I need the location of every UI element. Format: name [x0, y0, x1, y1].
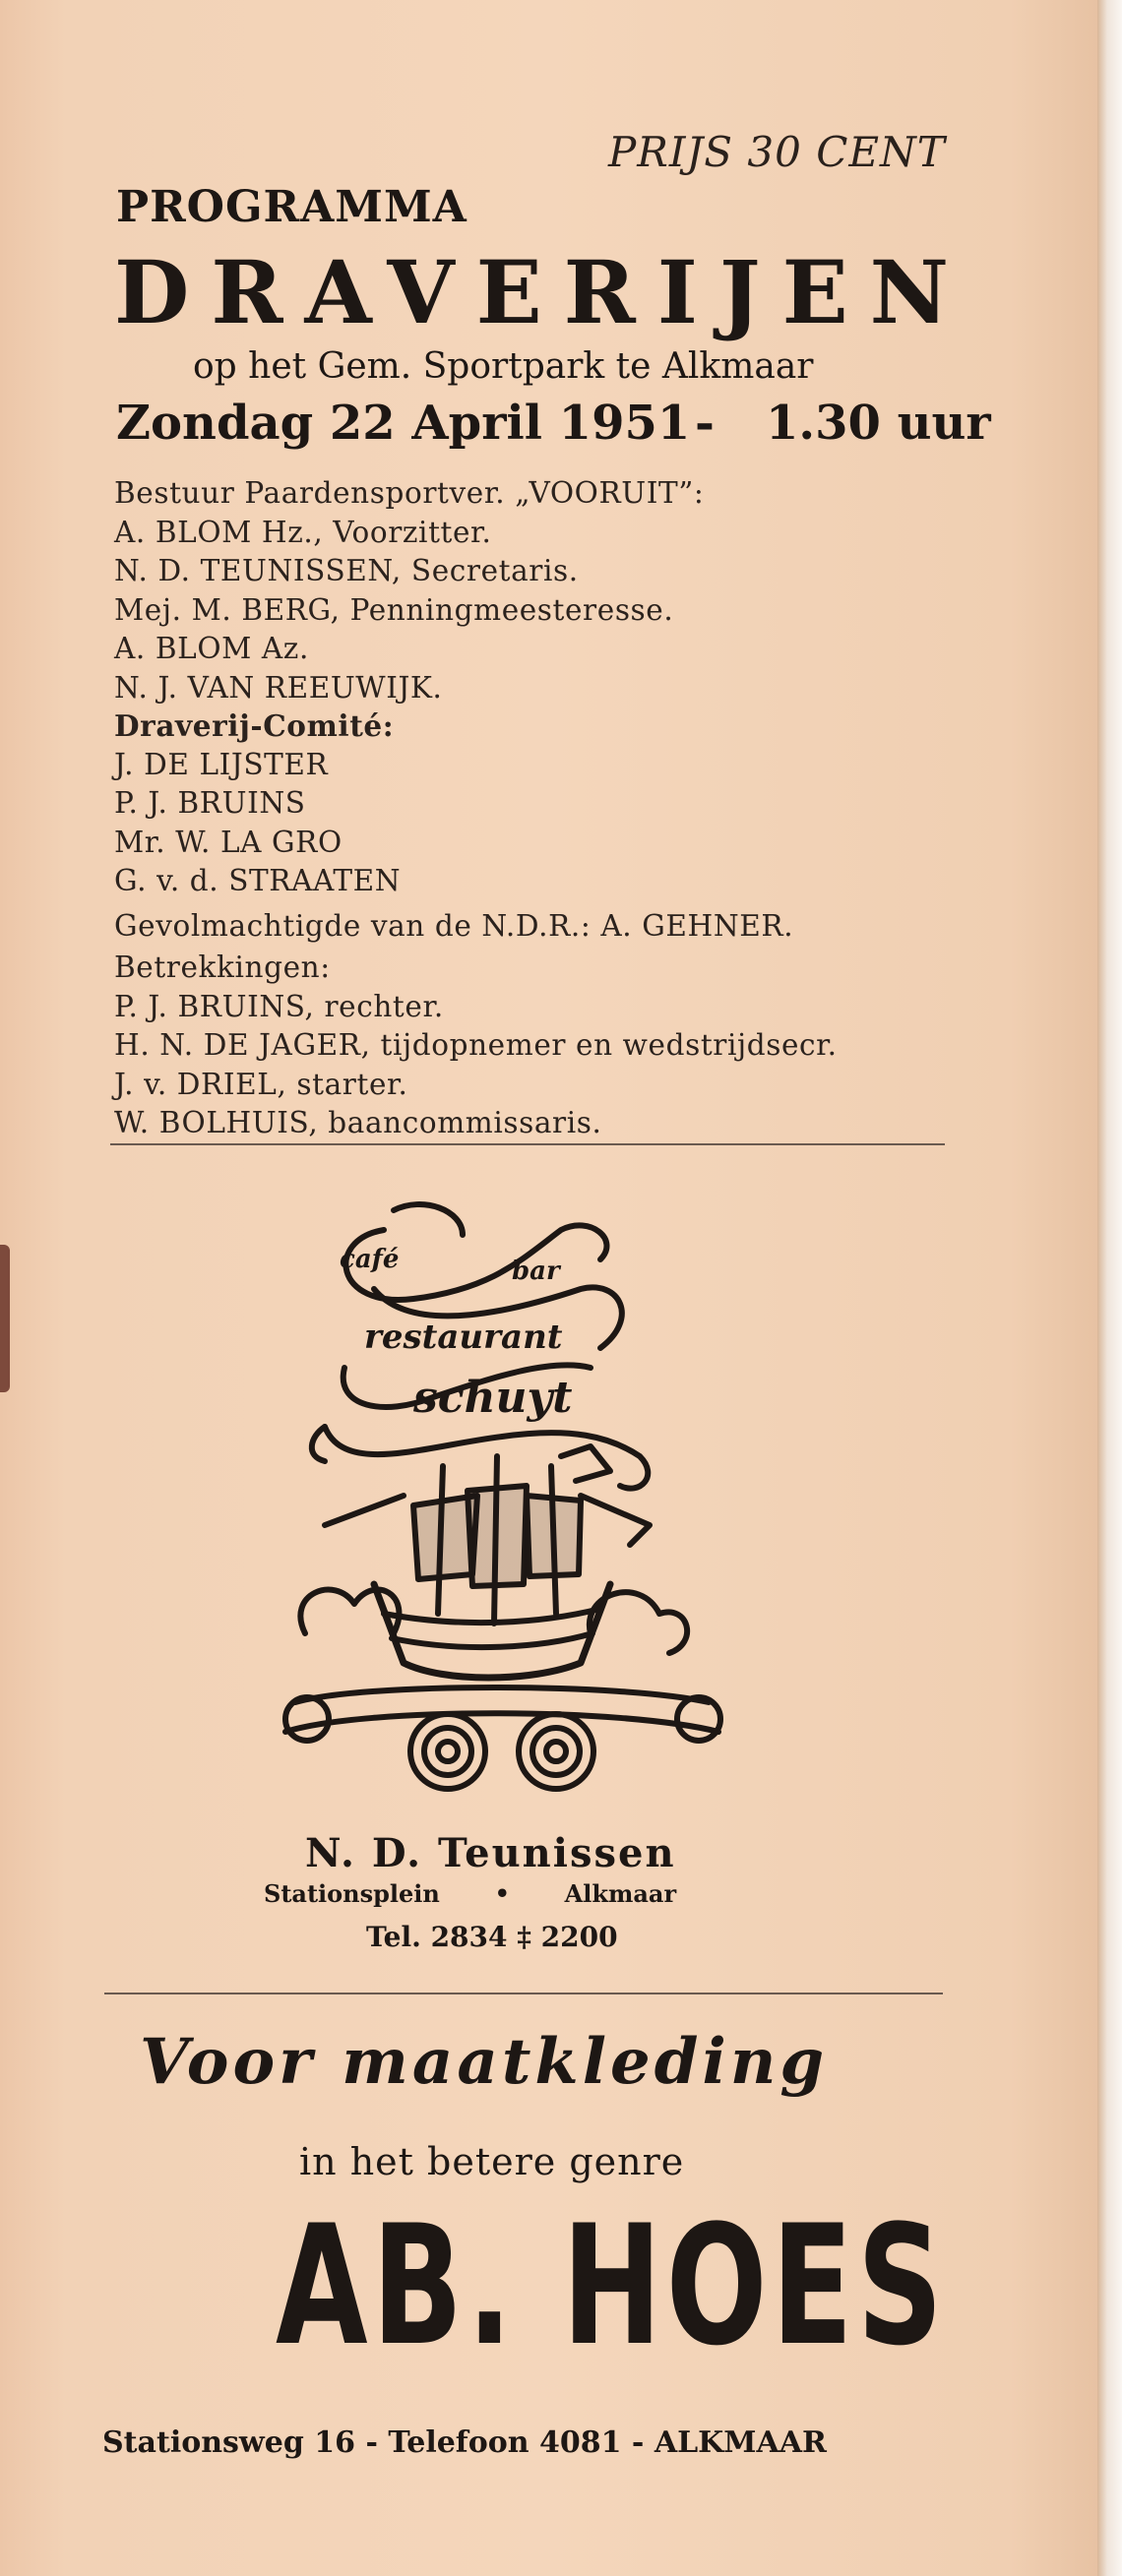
- schuyt-ship-logo: [266, 1200, 738, 1801]
- programma-label: PROGRAMMA: [116, 182, 468, 232]
- page-edge: [1097, 0, 1122, 2576]
- comite-section: [114, 706, 793, 946]
- betrekkingen-member: H. N. DE JAGER, tijdopnemer en wedstrijdsecr.: [114, 1028, 838, 1062]
- logo-text-cafe: café: [340, 1245, 400, 1274]
- genre-line: in het betere genre: [299, 2140, 685, 2183]
- betrekkingen-member: W. BOLHUIS, baancommissaris.: [114, 1106, 602, 1139]
- bestuur-section: [114, 474, 704, 707]
- date-dash: -: [695, 396, 715, 451]
- betrekkingen-member: P. J. BRUINS, rechter.: [114, 989, 444, 1023]
- restaurant-address: [264, 1879, 766, 1908]
- event-date: Zondag 22 April 1951: [116, 396, 691, 451]
- binding-mark: [0, 1245, 10, 1392]
- divider-bottom: [104, 1993, 943, 1994]
- page-title: DRAVERIJEN: [114, 241, 971, 343]
- logo-text-bar: bar: [512, 1257, 560, 1286]
- comite-member: P. J. BRUINS: [114, 786, 306, 820]
- comite-member: Mr. W. LA GRO: [114, 825, 343, 859]
- bestuur-member: Mej. M. BERG, Penningmeesteresse.: [114, 592, 674, 627]
- bestuur-heading: Bestuur Paardensportver. „VOORUIT”:: [114, 476, 705, 510]
- bestuur-member: A. BLOM Az.: [114, 632, 309, 665]
- betrekkingen-heading: Betrekkingen:: [114, 951, 331, 984]
- address-city: Alkmaar: [564, 1879, 677, 1908]
- comite-member: J. DE LIJSTER: [114, 747, 329, 781]
- comite-heading: Draverij-Comité:: [114, 708, 395, 743]
- venue-subtitle: op het Gem. Sportpark te Alkmaar: [193, 346, 814, 387]
- betrekkingen-section: [114, 949, 838, 1143]
- tailor-footer: Stationsweg 16 - Telefoon 4081 - ALKMAAR: [102, 2425, 827, 2460]
- logo-text-restaurant: restaurant: [364, 1318, 563, 1357]
- betrekkingen-member: J. v. DRIEL, starter.: [114, 1067, 408, 1101]
- brand-name: AB. HOES: [276, 2189, 948, 2382]
- maatkleding-headline: Voor maatkleding: [140, 2025, 829, 2099]
- bestuur-member: N. J. VAN REEUWIJK.: [114, 670, 443, 705]
- divider-top: [110, 1143, 945, 1145]
- restaurant-tel: Tel. 2834 ‡ 2200: [366, 1921, 618, 1953]
- event-time: 1.30 uur: [766, 396, 991, 451]
- comite-member: G. v. d. STRAATEN: [114, 864, 402, 897]
- address-dot: •: [494, 1879, 510, 1908]
- price-label: PRIJS 30 CENT: [608, 128, 946, 176]
- gevolmachtigde-line: Gevolmachtigde van de N.D.R.: A. GEHNER.: [114, 908, 794, 943]
- logo-text-schuyt: schuyt: [413, 1373, 573, 1423]
- address-street: Stationsplein: [264, 1879, 440, 1908]
- restaurant-owner: N. D. Teunissen: [305, 1830, 676, 1876]
- bestuur-member: N. D. TEUNISSEN, Secretaris.: [114, 554, 579, 587]
- bestuur-member: A. BLOM Hz., Voorzitter.: [114, 515, 492, 549]
